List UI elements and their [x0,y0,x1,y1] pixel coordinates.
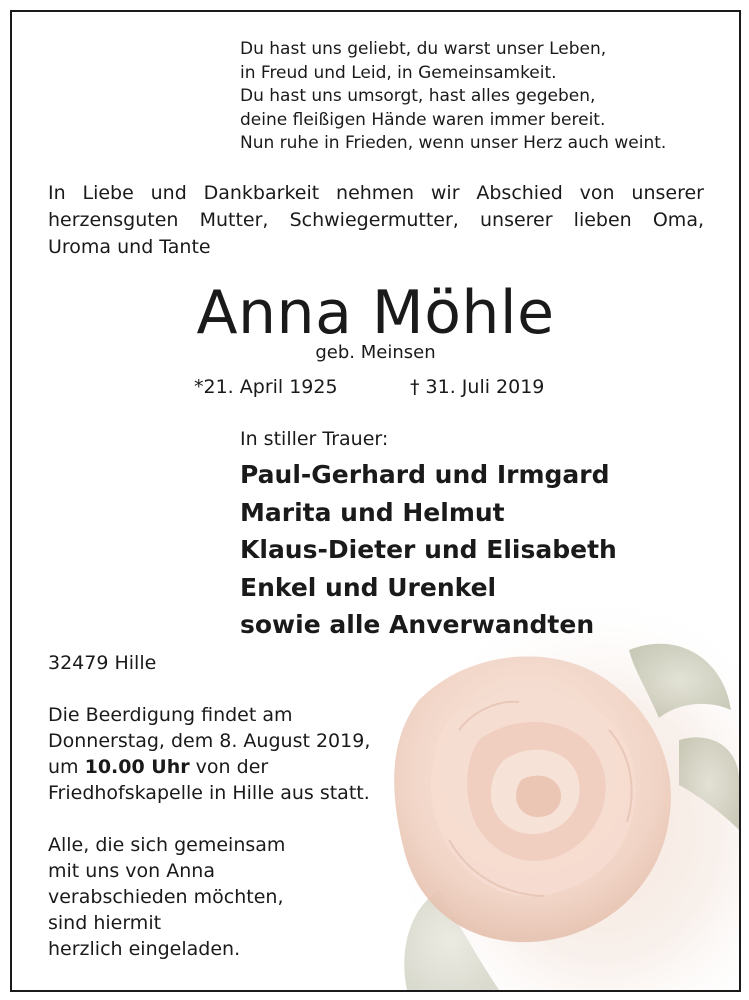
maiden-name: geb. Meinsen [315,342,436,363]
mourner-entry: Enkel und Urenkel [240,572,497,602]
death-date: † 31. Juli 2019 [410,376,545,398]
funeral-line: Donnerstag, dem 8. August 2019, [48,730,371,752]
invitation-line: herzlich eingeladen. [48,938,241,960]
funeral-time-suffix: von der [189,756,269,778]
mourner-entry: Marita und Helmut [240,497,505,527]
poem-line: Nun ruhe in Frieden, wenn unser Herz auch weint. [240,133,667,153]
poem-line: Du hast uns geliebt, du warst unser Leben, [240,39,607,59]
rose-illustration [379,590,739,990]
intro-line: Uroma und Tante [48,236,211,258]
address: 32479 Hille [48,652,157,674]
invitation-line: sind hiermit [48,912,162,934]
funeral-time: 10.00 Uhr [84,756,190,778]
funeral-line: Friedhofskapelle in Hille aus statt. [48,782,370,804]
funeral-time-prefix: um [48,756,85,778]
invitation-line: Alle, die sich gemeinsam [48,834,286,856]
invitation-line: mit uns von Anna [48,860,215,882]
birth-date: *21. April 1925 [194,376,338,398]
poem-line: deine fleißigen Hände waren immer bereit. [240,109,606,130]
mourners-list [240,456,617,644]
mourner-entry: Klaus-Dieter und Elisabeth [240,535,617,564]
deceased-name: Anna Möhle [196,278,555,348]
mourner-entry: sowie alle Anverwandten [240,610,595,639]
obituary-card [10,10,741,992]
poem [240,38,720,156]
mourning-label: In stiller Trauer: [240,428,389,450]
intro-line: In Liebe und Dankbarkeit nehmen wir Abschied von unserer [48,182,704,204]
funeral-notice [48,702,370,806]
intro-line: herzensguten Mutter, Schwiegermutter, unserer lieben Oma, [48,209,704,231]
mourner-entry: Paul-Gerhard und Irmgard [240,460,610,489]
poem-line: Du hast uns umsorgt, hast alles gegeben, [240,86,596,106]
farewell-intro [48,180,704,261]
funeral-line [48,754,370,780]
invitation [48,832,285,962]
funeral-line: Die Beerdigung findet am [48,704,293,726]
invitation-line: verabschieden möchten, [48,886,284,908]
poem-line: in Freud und Leid, in Gemeinsamkeit. [240,62,557,83]
